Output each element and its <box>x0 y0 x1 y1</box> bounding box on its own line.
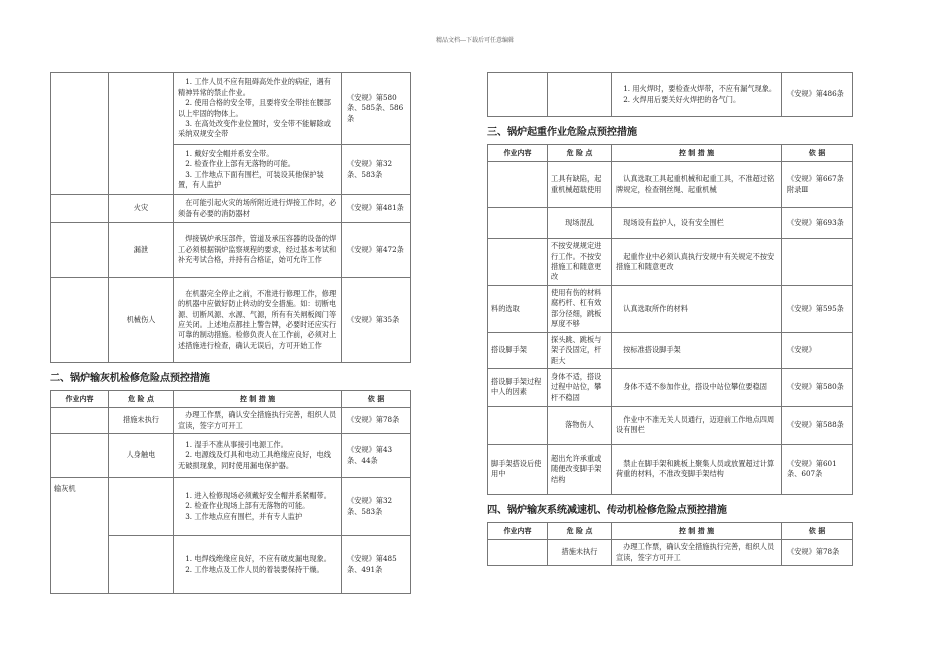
column-header: 作业内容 <box>488 522 548 539</box>
measure-cell: 按标准搭设脚手架 <box>612 332 782 368</box>
table-row <box>488 332 853 368</box>
column-header: 控 制 措 施 <box>612 145 782 162</box>
measure-cell: 1. 戴好安全帽并系安全带。 2. 检查作业上部有无落物的可能。 3. 工作地点下面有围栏，可装设其他保护装置，有人监护 <box>174 145 342 195</box>
measure-cell: 1. 进入检修现场必须戴好安全帽并系紧帽带。 2. 检查作业现场上部有无落物的可能。 3. 工作地点应有围栏，并有专人监护 <box>174 478 342 536</box>
section-title-2: 二、锅炉输灰机检修危险点预控措施 <box>50 373 210 384</box>
section-4-table <box>487 522 853 566</box>
measure-cell: 焊接锅炉承压部件，管道及承压容器的设备的焊工必须根据锅炉监察规程的要求，经过基本考试和补充考试合格，并持有合格证，始可允许工作 <box>174 223 342 278</box>
basis-cell: 《安规》第472条 <box>342 223 411 278</box>
hazard-cell: 不按安规规定进行工作。不按安措施工和随意更改 <box>548 239 612 286</box>
measure-cell: 在可能引起火灾的场所附近进行焊接工作时，必须备有必要的消防器材 <box>174 195 342 223</box>
hazard-cell <box>109 536 174 594</box>
table-row <box>51 73 411 145</box>
basis-cell: 《安规》第485条、491条 <box>342 536 411 594</box>
basis-cell: 《安规》第667条附录Ⅲ <box>782 162 853 208</box>
measure-cell: 办理工作票，确认安全措施执行完善，组织人员宣读，签字方可开工 <box>612 540 782 566</box>
table-row <box>51 223 411 278</box>
content-cell <box>51 408 109 434</box>
measure-cell: 在机器完全停止之前，不准进行修理工作，修理的机器中应做好防止转动的安全措施。如：切断电源、切断风源、水源、气源，所有有关闸板阀门等应关闭。上述地点都挂上警告牌，必要时还应实行可靠的制动措施。检修负责人在工作前，必须对上述措施进行检查，确认无误后，方可开始工作 <box>174 278 342 363</box>
basis-cell: 《安规》第43条、44条 <box>342 434 411 478</box>
column-header: 危 险 点 <box>548 145 612 162</box>
column-header: 危 险 点 <box>548 522 612 539</box>
basis-cell: 《安规》第580 条、585条、586条 <box>342 73 411 145</box>
basis-cell: 《安规》第601条、607条 <box>782 444 853 494</box>
measure-cell: 1. 工作人员不应有阻碍高处作业的病症，遇有精神异常的禁止作业。 2. 使用合格的安全带，且要将安全带挂在腰部以上牢固的物体上。 3. 在高处改变作业位置时，安全带不能解除或采纳双规安全带 <box>174 73 342 145</box>
basis-cell: 《安规》 <box>782 332 853 368</box>
basis-cell: 《安规》第693条 <box>782 208 853 239</box>
basis-cell: 《安规》第35条 <box>342 278 411 363</box>
table-row <box>488 444 853 494</box>
content-cell <box>488 208 548 239</box>
section-2-table <box>50 390 411 594</box>
continued-table-left <box>50 72 411 363</box>
content-cell: 搭设脚手架过程中人的因素 <box>488 368 548 406</box>
measure-cell: 办理工作票，确认安全措施执行完善，组织人员宣读，签字方可开工 <box>174 408 342 434</box>
hazard-cell: 探头跳、跳板与架子没固定，杆距大 <box>548 332 612 368</box>
content-cell: 料的选取 <box>488 285 548 332</box>
table-row <box>51 408 411 434</box>
right-column <box>487 72 852 566</box>
basis-cell: 《安规》第595条 <box>782 285 853 332</box>
basis-cell: 《安规》第32条、583条 <box>342 478 411 536</box>
column-header: 控 制 措 施 <box>174 391 342 408</box>
table-row <box>488 406 853 444</box>
hazard-cell: 措施未执行 <box>548 540 612 566</box>
basis-cell <box>782 239 853 286</box>
basis-cell: 《安规》第580条 <box>782 368 853 406</box>
content-label: 输灰机 <box>54 484 76 494</box>
column-header: 控 制 措 施 <box>612 522 782 539</box>
measure-cell: 认真选取工具起重机械和起重工具，不准超过铭牌规定，检查钢丝绳、起重机械 <box>612 162 782 208</box>
table-row <box>488 285 853 332</box>
hazard-cell: 落物伤人 <box>548 406 612 444</box>
table-row <box>51 478 411 536</box>
content-cell <box>51 434 109 478</box>
section-title-3: 三、锅炉起重作业危险点预控措施 <box>487 127 637 138</box>
hazard-cell: 现场混乱 <box>548 208 612 239</box>
table-row <box>488 208 853 239</box>
hazard-cell: 使用有伤的材料腐朽杆、杠有效部分径细，跳板厚度不够 <box>548 285 612 332</box>
content-cell <box>488 406 548 444</box>
table-row <box>488 239 853 286</box>
column-header: 依 据 <box>342 391 411 408</box>
left-column <box>50 72 410 594</box>
basis-cell: 《安规》第481条 <box>342 195 411 223</box>
table-header-row <box>488 145 853 162</box>
hazard-cell: 机械伤人 <box>109 278 174 363</box>
content-cell <box>51 278 109 363</box>
basis-cell: 《安规》第78条 <box>342 408 411 434</box>
measure-cell: 现场设有监护人，设有安全围栏 <box>612 208 782 239</box>
measure-cell: 1. 电焊线绝缘应良好，不应有破皮漏电现象。 2. 工作地点及工作人员的着装要保持干燥。 <box>174 536 342 594</box>
hazard-cell: 漏泄 <box>109 223 174 278</box>
section-3-table <box>487 144 853 495</box>
column-header: 危 险 点 <box>109 391 174 408</box>
measure-cell: 作业中不准无关人员通行，迈迎前工作地点四周设有围栏 <box>612 406 782 444</box>
hazard-cell <box>548 73 612 117</box>
table-row <box>51 434 411 478</box>
column-header: 作业内容 <box>51 391 109 408</box>
measure-cell: 1. 用火焊时，要检查火焊带，不应有漏气现象。 2. 火焊用后要关好火焊把的各气门。 <box>612 73 782 117</box>
table-row <box>488 368 853 406</box>
content-cell <box>51 195 109 223</box>
hazard-cell: 措施未执行 <box>109 408 174 434</box>
hazard-cell: 火灾 <box>109 195 174 223</box>
hazard-cell: 身体不适，搭设过程中站位，攀杆不稳固 <box>548 368 612 406</box>
basis-cell: 《安规》第486条 <box>782 73 853 117</box>
column-header: 作业内容 <box>488 145 548 162</box>
measure-cell: 禁止在脚手架和跳板上聚集人员或放置超过计算荷重的材料，不准改变脚手架结构 <box>612 444 782 494</box>
section-title-4: 四、锅炉输灰系统减速机、传动机检修危险点预控措施 <box>487 504 727 516</box>
table-row <box>51 278 411 363</box>
content-cell <box>488 239 548 286</box>
hazard-cell <box>109 73 174 195</box>
content-cell <box>488 540 548 566</box>
content-cell <box>51 223 109 278</box>
watermark-text: 精品文档---下载后可任意编辑 <box>435 37 515 44</box>
hazard-cell: 人身触电 <box>109 434 174 478</box>
table-row <box>488 73 853 117</box>
basis-cell: 《安规》第78条 <box>782 540 853 566</box>
content-cell: 搭设脚手架 <box>488 332 548 368</box>
table-row <box>488 162 853 208</box>
content-cell <box>488 162 548 208</box>
content-cell <box>488 73 548 117</box>
measure-cell: 起重作业中必须认真执行安规中有关规定不按安措施工和随意更改 <box>612 239 782 286</box>
table-header-row <box>488 522 853 539</box>
measure-cell: 认真选取所作的材料 <box>612 285 782 332</box>
basis-cell: 《安规》第588条 <box>782 406 853 444</box>
table-row <box>488 540 853 566</box>
hazard-cell: 工具有缺陷，起重机械超载使用 <box>548 162 612 208</box>
table-row <box>51 195 411 223</box>
content-cell <box>51 73 109 195</box>
content-cell <box>51 478 109 594</box>
content-cell: 脚手架搭设后使用中 <box>488 444 548 494</box>
column-header: 依 据 <box>782 522 853 539</box>
hazard-cell: 超出允许承重或随便改变脚手架结构 <box>548 444 612 494</box>
hazard-cell <box>109 478 174 536</box>
basis-cell: 《安规》第32条、583条 <box>342 145 411 195</box>
measure-cell: 1. 湿手不准从事接引电源工作。 2. 电源线及灯具和电动工具绝缘应良好，电线无破损现象，同时使用漏电保护器。 <box>174 434 342 478</box>
continued-table-right <box>487 72 853 117</box>
column-header: 依 据 <box>782 145 853 162</box>
measure-cell: 身体不适不参加作业，搭设中站位攀位要稳固 <box>612 368 782 406</box>
table-header-row <box>51 391 411 408</box>
